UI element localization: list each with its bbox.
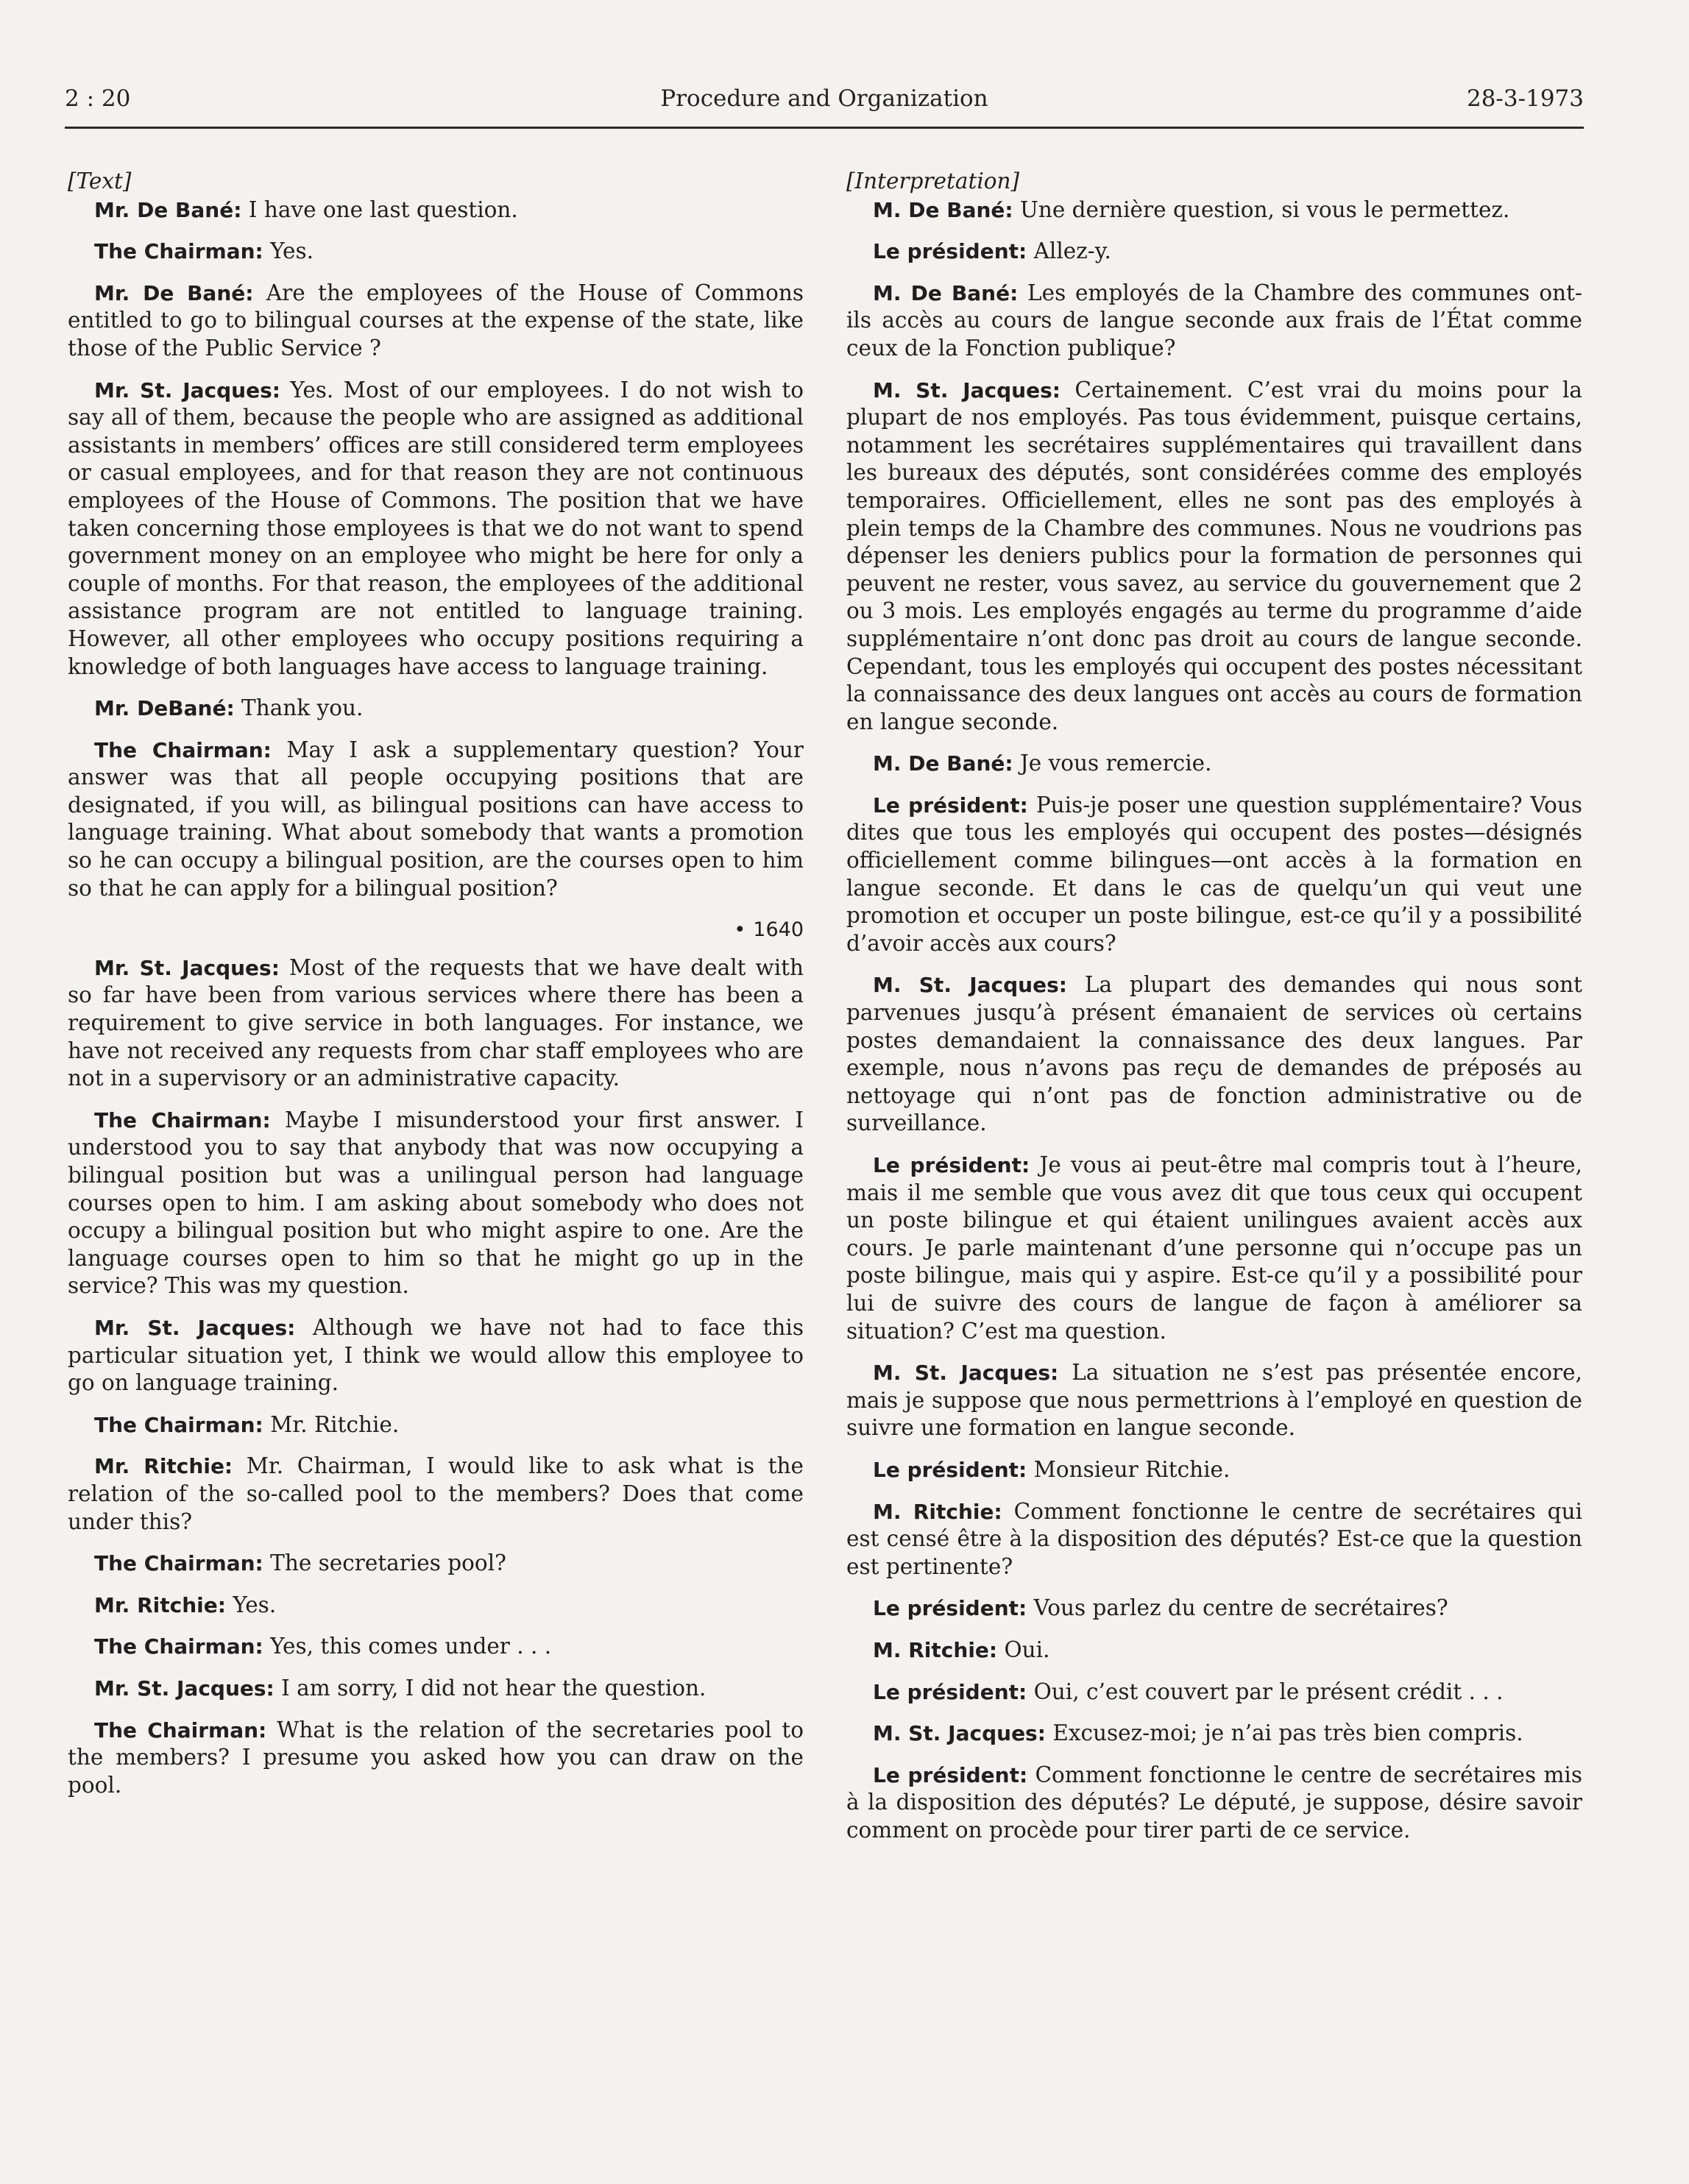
speaker-name: Le président: xyxy=(873,1457,1027,1482)
dialogue-paragraph xyxy=(68,1592,804,1620)
speaker-name: M. De Bané: xyxy=(873,751,1013,776)
speaker-name: Le président: xyxy=(873,1679,1027,1704)
speaker-name: Mr. Ritchie: xyxy=(94,1454,233,1479)
section-label-text: [Text] xyxy=(68,169,132,194)
dialogue-paragraph xyxy=(846,238,1582,266)
dialogue-paragraph xyxy=(68,1675,804,1703)
page-number: 2 : 20 xyxy=(65,85,131,112)
speech-text: Une dernière question, si vous le permettez. xyxy=(1013,196,1510,222)
page-header xyxy=(65,85,1584,129)
speaker-name: The Chairman: xyxy=(94,1717,267,1742)
speech-text: Allez-y. xyxy=(1027,238,1111,264)
speaker-name: Mr. St. Jacques: xyxy=(94,377,280,403)
dialogue-paragraph xyxy=(68,1314,804,1397)
speaker-name: Le président: xyxy=(873,239,1027,264)
dialogue-paragraph xyxy=(68,238,804,266)
speaker-name: M. Ritchie: xyxy=(873,1499,1002,1524)
dialogue-paragraph xyxy=(846,971,1582,1138)
speaker-name: The Chairman: xyxy=(94,737,272,762)
page-date: 28-3-1973 xyxy=(1466,85,1584,112)
speech-text: Mr. Chairman, I would like to ask what is the relation of the so-called pool to the members? Does that come under this? xyxy=(68,1453,804,1534)
timecode xyxy=(68,916,804,944)
speaker-name: The Chairman: xyxy=(94,1107,271,1132)
speaker-name: Le président: xyxy=(873,1762,1028,1787)
dialogue-paragraph xyxy=(846,280,1582,363)
speech-text: La situation ne s’est pas présentée encore, mais je suppose que nous permettrions à l’employé en question de suivre une formation en langue seconde. xyxy=(846,1360,1582,1441)
french-paragraphs xyxy=(846,196,1582,1845)
dialogue-paragraph xyxy=(68,377,804,681)
speaker-name: The Chairman: xyxy=(94,239,263,264)
dialogue-paragraph xyxy=(846,196,1582,224)
dialogue-paragraph xyxy=(846,750,1582,778)
dialogue-paragraph xyxy=(68,954,804,1093)
speech-text: May I ask a supplementary question? Your answer was that all people occupying positions that are designated, if you will, as bilingual positions can have access to language training. What about somebody that wants a promotion so he can occupy a bilingual position, are the courses open to him so that he can apply for a bilingual position? xyxy=(68,737,804,901)
speech-text: Yes, this comes under . . . xyxy=(263,1634,552,1659)
speaker-name: M. St. Jacques: xyxy=(873,973,1067,998)
dialogue-paragraph xyxy=(846,792,1582,958)
speech-text: Oui, c’est couvert par le présent crédit . . . xyxy=(1027,1678,1504,1704)
dialogue-paragraph xyxy=(846,1498,1582,1581)
speech-text: Are the employees of the House of Commons entitled to go to bilingual courses at the expense of the state, like those of the Public Service ? xyxy=(68,280,804,361)
dialogue-paragraph xyxy=(68,737,804,903)
running-title: Procedure and Organization xyxy=(660,85,988,112)
speech-text: Thank you. xyxy=(234,695,364,721)
speaker-name: The Chairman: xyxy=(94,1412,263,1437)
speech-text: La plupart des demandes qui nous sont parvenues jusqu’à présent émanaient de services où certains postes demandaient la connaissance des deux langues. Par exemple, nous n’avons pas reçu de demandes de préposés au nettoyage qui n’ont pas de fonction administrative ou de surveillance. xyxy=(846,972,1582,1136)
speaker-name: M. De Bané: xyxy=(873,197,1013,222)
dialogue-paragraph xyxy=(846,1678,1582,1706)
timecode-value: 1640 xyxy=(753,918,804,942)
dialogue-paragraph xyxy=(68,1633,804,1661)
speech-text: Maybe I misunderstood your first answer. I understood you to say that anybody that was now occupying a bilingual position but was a unilingual person had language courses open to him. I am asking about somebody who does not occupy a bilingual position but who might aspire to one. Are the language courses open to him so that he might go up in the service? This was my question. xyxy=(68,1107,804,1299)
speech-text: Excusez-moi; je n’ai pas très bien compris. xyxy=(1045,1720,1523,1746)
section-label-interpretation: [Interpretation] xyxy=(846,169,1020,194)
speaker-name: The Chairman: xyxy=(94,1551,263,1576)
speaker-name: Mr. St. Jacques: xyxy=(94,955,280,980)
speaker-name: M. Ritchie: xyxy=(873,1637,998,1662)
speech-text: Yes. Most of our employees. I do not wish to say all of them, because the people who are assigned as additional assistants in members’ offices are still considered term employees or casual employees, and for that reason they are not continuous employees of the House of Commons. The position that we have taken concerning those employees is that we do not want to spend government money on an employee who might be here for only a couple of months. For that reason, the employees of the additional assistance program are not entitled to language training. However, all other employees who occupy positions requiring a knowledge of both languages have access to language training. xyxy=(68,377,804,679)
english-paragraphs-continued xyxy=(68,954,804,1799)
speaker-name: Mr. De Bané: xyxy=(94,280,254,305)
speaker-name: M. St. Jacques: xyxy=(873,1721,1046,1746)
speaker-name: M. St. Jacques: xyxy=(873,1361,1059,1386)
speaker-name: Mr. St. Jacques: xyxy=(94,1315,296,1340)
dialogue-paragraph xyxy=(846,1456,1582,1484)
speech-text: Je vous ai peut-être mal compris tout à l’heure, mais il me semble que vous avez dit que tous ceux qui occupent un poste bilingue et qui étaient unilingues avaient accès aux cours. Je parle maintenant d’une personne qui n’occupe pas un poste bilingue, mais qui y aspire. Est-ce qu’il y a possibilité pour lui de suivre des cours de langue de façon à améliorer sa situation? C’est ma question. xyxy=(846,1152,1583,1344)
speaker-name: Le président: xyxy=(873,1153,1030,1177)
speech-text: The secretaries pool? xyxy=(263,1550,506,1576)
speaker-name: M. De Bané: xyxy=(873,280,1019,305)
dialogue-paragraph xyxy=(846,1762,1582,1845)
speech-text: Oui. xyxy=(997,1637,1050,1662)
dialogue-paragraph xyxy=(846,1359,1582,1442)
speech-text: I am sorry, I did not hear the question. xyxy=(274,1675,707,1701)
speech-text: Les employés de la Chambre des communes ont-ils accès au cours de langue seconde aux frais de l’État comme ceux de la Fonction publique? xyxy=(846,280,1582,361)
speaker-name: M. St. Jacques: xyxy=(873,377,1061,403)
speech-text: What is the relation of the secretaries pool to the members? I presume you asked how you can draw on the pool. xyxy=(68,1717,804,1798)
speech-text: Comment fonctionne le centre de secrétaires mis à la disposition des députés? Le député, je suppose, désire savoir comment on procède pour tirer parti de ce service. xyxy=(846,1762,1583,1843)
speech-text: I have one last question. xyxy=(241,196,518,222)
speech-text: Most of the requests that we have dealt with so far have been from various services where there has been a requirement to give service in both languages. For instance, we have not received any requests from char staff employees who are not in a supervisory or an administrative capacity. xyxy=(68,954,804,1091)
speech-text: Yes. xyxy=(263,238,314,264)
speech-text: Certainement. C’est vrai du moins pour la plupart de nos employés. Pas tous évidemment, puisque certains, notamment les secrétaires supplémentaires qui travaillent dans les bureaux des députés, sont considérées comme des employés temporaires. Officiellement, elles ne sont pas des employés à plein temps de la Chambre des communes. Nous ne voudrions pas dépenser les deniers publics pour la formation de personnes qui peuvent ne rester, vous savez, au service du gouvernement que 2 ou 3 mois. Les employés engagés au terme du programme d’aide supplémentaire n’ont donc pas droit au cours de langue seconde. Cependant, tous les employés qui occupent des postes nécessitant la connaissance des deux langues ont accès au cours de formation en langue seconde. xyxy=(846,377,1582,734)
dialogue-paragraph xyxy=(846,377,1582,737)
english-column xyxy=(68,168,804,1813)
bullet-icon: • xyxy=(734,918,746,942)
speech-text: Puis-je poser une question supplémentaire? Vous dites que tous les employés qui occupent des postes—désignés officiellement comme bilingues—ont accès à la formation en langue seconde. Et dans le cas de quelqu’un qui veut une promotion et occuper un poste bilingue, est-ce qu’il y a possibilité d’avoir accès aux cours? xyxy=(846,792,1582,956)
speech-text: Monsieur Ritchie. xyxy=(1027,1456,1231,1482)
speaker-name: Mr. De Bané: xyxy=(94,197,242,222)
speech-text: Although we have not had to face this particular situation yet, I think we would allow this employee to go on language training. xyxy=(68,1314,804,1396)
dialogue-paragraph xyxy=(68,1411,804,1439)
dialogue-paragraph xyxy=(68,280,804,363)
speech-text: Comment fonctionne le centre de secrétaires qui est censé être à la disposition des députés? Est-ce que la question est pertinente? xyxy=(846,1498,1582,1579)
dialogue-paragraph xyxy=(68,1107,804,1300)
french-column xyxy=(846,168,1582,1858)
speech-text: Vous parlez du centre de secrétaires? xyxy=(1027,1595,1448,1621)
dialogue-paragraph xyxy=(846,1595,1582,1623)
speaker-name: Le président: xyxy=(873,1596,1027,1621)
dialogue-paragraph xyxy=(68,1550,804,1578)
speaker-name: Mr. DeBané: xyxy=(94,696,235,721)
dialogue-paragraph xyxy=(68,695,804,723)
speaker-name: Le président: xyxy=(873,793,1028,818)
speaker-name: Mr. St. Jacques: xyxy=(94,1676,275,1701)
dialogue-paragraph xyxy=(68,1453,804,1536)
dialogue-paragraph xyxy=(68,1717,804,1800)
speaker-name: Mr. Ritchie: xyxy=(94,1592,226,1617)
speaker-name: The Chairman: xyxy=(94,1634,263,1659)
english-paragraphs xyxy=(68,196,804,903)
speech-text: Mr. Ritchie. xyxy=(263,1411,400,1437)
dialogue-paragraph xyxy=(846,1720,1582,1748)
speech-text: Yes. xyxy=(225,1592,277,1617)
dialogue-paragraph xyxy=(846,1152,1582,1345)
dialogue-paragraph xyxy=(68,196,804,224)
dialogue-paragraph xyxy=(846,1637,1582,1664)
speech-text: Je vous remercie. xyxy=(1013,751,1212,776)
